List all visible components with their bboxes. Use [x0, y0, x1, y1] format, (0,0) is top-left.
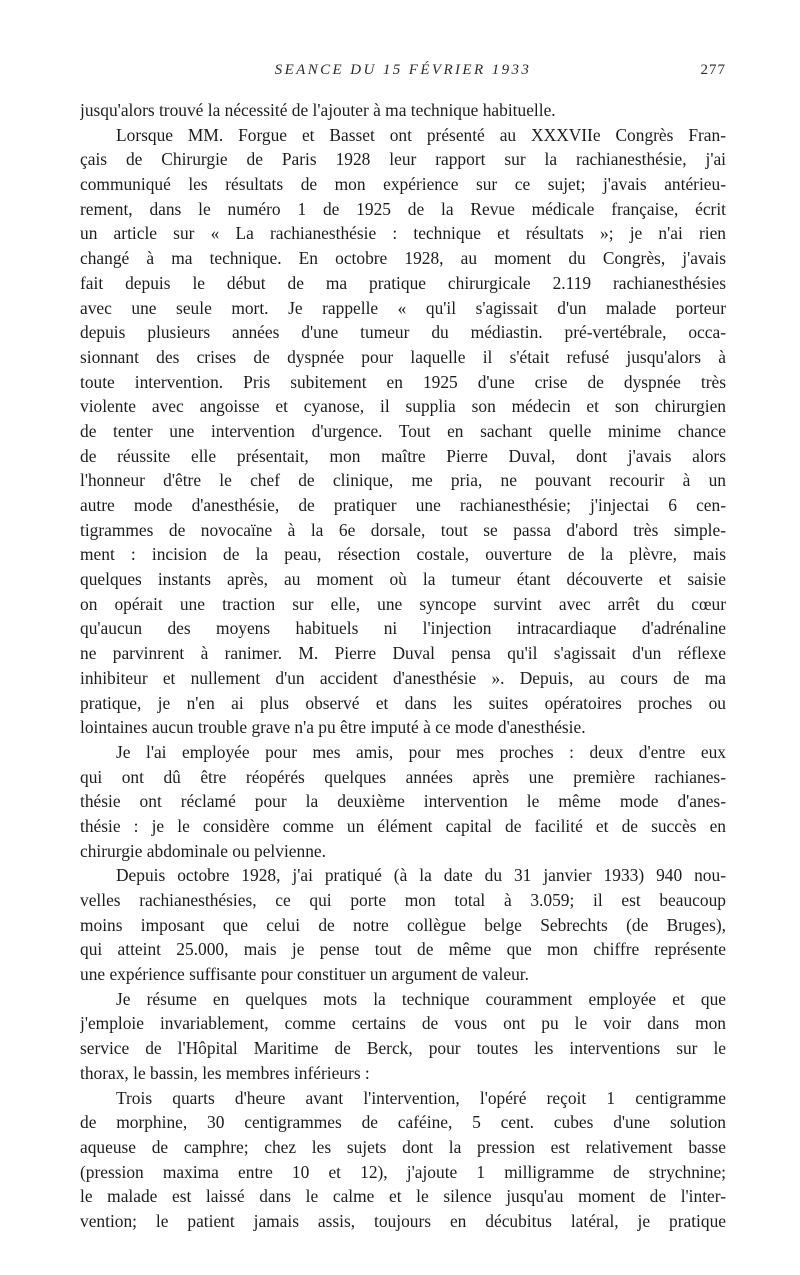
page-number: 277	[700, 62, 726, 78]
text-line: (pression maxima entre 10 et 12), j'ajoute 1 milligramme de strychnine;	[80, 1161, 726, 1182]
text-line: thorax, le bassin, les membres inférieurs :	[80, 1062, 370, 1083]
text-line: tigrammes de novocaïne à la 6e dorsale, tout se passa d'abord très simple-	[80, 519, 726, 540]
running-title: SEANCE DU 15 FÉVRIER 1933	[274, 62, 532, 78]
body-text	[80, 98, 726, 1234]
text-line: qu'aucun des moyens habituels ni l'injection intracardiaque d'adrénaline	[80, 618, 726, 639]
text-line: ne parvinrent à ranimer. M. Pierre Duval pensa qu'il s'agissait d'un réflexe	[80, 643, 726, 664]
text-line: vention; le patient jamais assis, toujours en décubitus latéral, je pratique	[80, 1210, 726, 1231]
text-line: qui ont dû être réopérés quelques années après une première rachianes-	[80, 766, 726, 787]
text-line: ment : incision de la peau, résection costale, ouverture de la plèvre, mais	[80, 544, 726, 565]
text-line: l'honneur d'être le chef de clinique, me pria, ne pouvant recourir à un	[80, 470, 726, 491]
text-line: autre mode d'anesthésie, de pratiquer une rachianesthésie; j'injectai 6 cen-	[80, 495, 726, 515]
text-line: Lorsque MM. Forgue et Basset ont présenté au XXXVIIe Congrès Fran-	[116, 124, 726, 145]
text-line: sionnant des crises de dyspnée pour laquelle il s'était refusé jusqu'alors à	[80, 346, 726, 367]
text-line: violente avec angoisse et cyanose, il supplia son médecin et son chirurgien	[80, 396, 726, 417]
text-line: qui atteint 25.000, mais je pense tout de même que mon chiffre représente	[80, 939, 726, 960]
text-line: pratique, je n'en ai plus observé et dans les suites opératoires proches ou	[80, 692, 726, 713]
text-line: thésie : je le considère comme un élément capital de facilité et de succès en	[80, 815, 726, 836]
text-line: le malade est laissé dans le calme et le silence jusqu'au moment de l'inter-	[80, 1186, 726, 1207]
text-line: moins imposant que celui de notre collègue belge Sebrechts (de Bruges),	[80, 914, 726, 935]
text-line: çais de Chirurgie de Paris 1928 leur rapport sur la rachianesthésie, j'ai	[80, 149, 726, 170]
text-line: de réussite elle présentait, mon maître Pierre Duval, dont j'avais alors	[80, 445, 726, 466]
text-line: fait depuis le début de ma pratique chirurgicale 2.119 rachianesthésies	[80, 272, 726, 293]
text-line: un article sur « La rachianesthésie : technique et résultats »; je n'ai rien	[80, 223, 726, 244]
text-line: inhibiteur et nullement d'un accident d'anesthésie ». Depuis, au cours de ma	[80, 667, 726, 688]
text-line: Je résume en quelques mots la technique couramment employée et que	[116, 988, 726, 1009]
text-line: on opérait une traction sur elle, une syncope survint avec arrêt du cœur	[80, 593, 726, 614]
text-line: Depuis octobre 1928, j'ai pratiqué (à la date du 31 janvier 1933) 940 nou-	[116, 865, 726, 886]
text-line: Trois quarts d'heure avant l'intervention, l'opéré reçoit 1 centigramme	[116, 1087, 726, 1108]
text-line: rement, dans le numéro 1 de 1925 de la Revue médicale française, écrit	[80, 198, 726, 219]
text-line: depuis plusieurs années d'une tumeur du médiastin. pré-vertébrale, occa-	[80, 322, 726, 343]
text-line: de tenter une intervention d'urgence. Tout en sachant quelle minime chance	[80, 420, 726, 441]
text-line: Je l'ai employée pour mes amis, pour mes proches : deux d'entre eux	[116, 741, 726, 762]
text-line: thésie ont réclamé pour la deuxième intervention le même mode d'anes-	[80, 791, 726, 812]
text-line: chirurgie abdominale ou pelvienne.	[80, 840, 326, 861]
text-line: quelques instants après, au moment où la tumeur étant découverte et saisie	[80, 569, 726, 590]
text-line: service de l'Hôpital Maritime de Berck, pour toutes les interventions sur le	[80, 1038, 726, 1059]
text-line: de morphine, 30 centigrammes de caféine, 5 cent. cubes d'une solution	[80, 1112, 726, 1133]
text-line: velles rachianesthésies, ce qui porte mon total à 3.059; il est beaucoup	[80, 890, 726, 910]
running-header	[80, 62, 726, 86]
text-line: communiqué les résultats de mon expérience sur ce sujet; j'avais antérieu-	[80, 174, 726, 195]
text-line: jusqu'alors trouvé la nécessité de l'ajouter à ma technique habituelle.	[80, 100, 556, 120]
text-line: une expérience suffisante pour constituer un argument de valeur.	[80, 964, 529, 985]
text-line: avec une seule mort. Je rappelle « qu'il s'agissait d'un malade porteur	[80, 297, 726, 318]
text-line: aqueuse de camphre; chez les sujets dont la pression est relativement basse	[80, 1136, 726, 1157]
text-line: changé à ma technique. En octobre 1928, au moment du Congrès, j'avais	[80, 248, 726, 269]
text-line: lointaines aucun trouble grave n'a pu être imputé à ce mode d'anesthésie.	[80, 717, 586, 738]
text-line: toute intervention. Pris subitement en 1925 d'une crise de dyspnée très	[80, 371, 726, 392]
text-line: j'emploie invariablement, comme certains de vous ont pu le voir dans mon	[80, 1013, 726, 1034]
